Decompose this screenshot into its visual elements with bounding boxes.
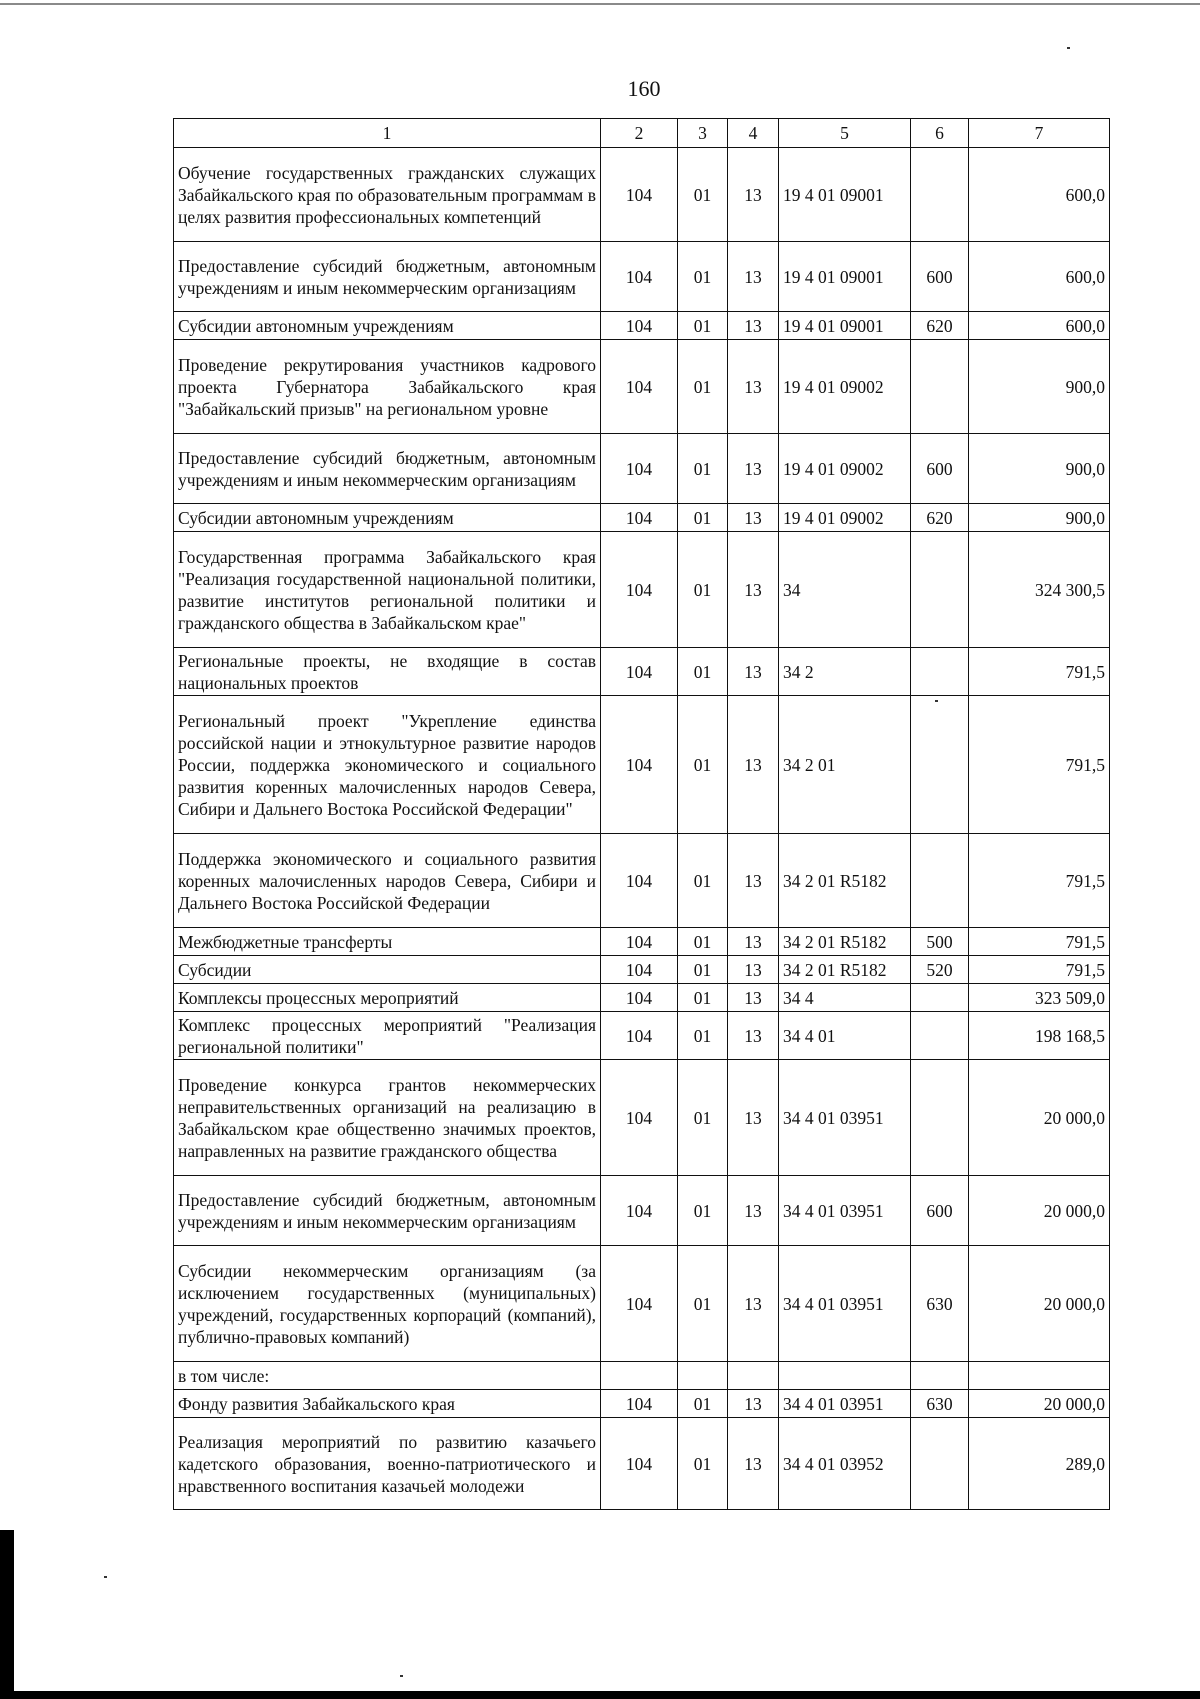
row-expense-type-cell: 500 [911,928,969,956]
row-group-cell: 13 [728,242,779,312]
row-section-cell [601,1362,678,1390]
row-amount-cell: 600,0 [969,148,1110,242]
row-section-cell: 104 [601,340,678,434]
row-subsection-cell [678,1362,728,1390]
row-section-cell: 104 [601,834,678,928]
row-name-cell: Региональные проекты, не входящие в состав национальных проектов [174,648,601,696]
row-subsection-cell: 01 [678,504,728,532]
col-header-4: 4 [728,119,779,148]
table-row [174,434,1110,504]
table-body [174,148,1110,1510]
row-subsection-cell: 01 [678,242,728,312]
row-target-code-cell: 34 2 01 R5182 [779,834,911,928]
row-subsection-cell: 01 [678,148,728,242]
row-section-cell: 104 [601,532,678,648]
row-target-code-cell: 34 4 [779,984,911,1012]
row-amount-cell: 324 300,5 [969,532,1110,648]
table-row [174,1418,1110,1510]
row-expense-type-cell: 600 [911,434,969,504]
row-target-code-cell: 19 4 01 09001 [779,312,911,340]
table-row [174,242,1110,312]
row-name-cell: Субсидии [174,956,601,984]
row-target-code-cell: 34 2 01 [779,696,911,834]
row-group-cell: 13 [728,1012,779,1060]
row-subsection-cell: 01 [678,312,728,340]
table-row [174,1362,1110,1390]
row-group-cell: 13 [728,1176,779,1246]
row-group-cell: 13 [728,340,779,434]
row-section-cell: 104 [601,312,678,340]
row-section-cell: 104 [601,1012,678,1060]
col-header-3: 3 [678,119,728,148]
row-group-cell: 13 [728,984,779,1012]
row-section-cell: 104 [601,1390,678,1418]
scan-speck [104,1576,107,1578]
row-amount-cell: 289,0 [969,1418,1110,1510]
row-subsection-cell: 01 [678,984,728,1012]
row-name-cell: Обучение государственных гражданских служащих Забайкальского края по образовательным программам в целях развития профессиональных компетенций [174,148,601,242]
row-subsection-cell: 01 [678,340,728,434]
row-section-cell: 104 [601,984,678,1012]
col-header-2: 2 [601,119,678,148]
row-group-cell: 13 [728,1060,779,1176]
row-amount-cell: 20 000,0 [969,1246,1110,1362]
scan-speck [1067,47,1070,49]
row-group-cell: 13 [728,504,779,532]
budget-table [173,118,1110,1510]
row-section-cell: 104 [601,148,678,242]
table-row [174,1176,1110,1246]
row-section-cell: 104 [601,1418,678,1510]
row-subsection-cell: 01 [678,834,728,928]
table-row [174,834,1110,928]
row-expense-type-cell [911,1060,969,1176]
row-amount-cell: 791,5 [969,696,1110,834]
row-subsection-cell: 01 [678,1418,728,1510]
row-expense-type-cell [911,148,969,242]
col-header-6: 6 [911,119,969,148]
row-expense-type-cell [911,984,969,1012]
row-amount-cell: 900,0 [969,434,1110,504]
row-group-cell: 13 [728,312,779,340]
row-name-cell: Реализация мероприятий по развитию казачьего кадетского образования, военно-патриотического и нравственного воспитания казачьей молодежи [174,1418,601,1510]
row-amount-cell: 791,5 [969,956,1110,984]
row-target-code-cell: 34 4 01 03951 [779,1060,911,1176]
row-section-cell: 104 [601,434,678,504]
row-group-cell: 13 [728,696,779,834]
row-section-cell: 104 [601,696,678,834]
row-amount-cell: 791,5 [969,834,1110,928]
col-header-1: 1 [174,119,601,148]
row-expense-type-cell: 600 [911,242,969,312]
table-row [174,340,1110,434]
row-amount-cell: 323 509,0 [969,984,1110,1012]
table-row [174,312,1110,340]
row-group-cell: 13 [728,956,779,984]
row-target-code-cell: 34 4 01 03952 [779,1418,911,1510]
row-amount-cell: 600,0 [969,312,1110,340]
scan-speck [935,700,938,702]
row-name-cell: Предоставление субсидий бюджетным, автономным учреждениям и иным некоммерческим организациям [174,242,601,312]
row-target-code-cell: 34 2 01 R5182 [779,928,911,956]
scan-top-line [0,3,1200,5]
table-row [174,696,1110,834]
row-amount-cell: 198 168,5 [969,1012,1110,1060]
table-row [174,1246,1110,1362]
row-section-cell: 104 [601,242,678,312]
row-amount-cell [969,1362,1110,1390]
row-target-code-cell: 34 4 01 03951 [779,1246,911,1362]
row-group-cell: 13 [728,928,779,956]
row-target-code-cell: 19 4 01 09002 [779,434,911,504]
row-target-code-cell: 34 2 01 R5182 [779,956,911,984]
table-row [174,956,1110,984]
row-section-cell: 104 [601,1060,678,1176]
row-target-code-cell: 19 4 01 09002 [779,340,911,434]
row-subsection-cell: 01 [678,1176,728,1246]
table-row [174,1390,1110,1418]
row-subsection-cell: 01 [678,928,728,956]
row-amount-cell: 20 000,0 [969,1390,1110,1418]
row-expense-type-cell: 600 [911,1176,969,1246]
row-expense-type-cell [911,648,969,696]
row-subsection-cell: 01 [678,648,728,696]
col-header-7: 7 [969,119,1110,148]
scan-left-edge [0,1530,14,1699]
row-target-code-cell: 19 4 01 09002 [779,504,911,532]
row-subsection-cell: 01 [678,434,728,504]
row-group-cell: 13 [728,1246,779,1362]
row-name-cell: Субсидии автономным учреждениям [174,504,601,532]
row-expense-type-cell [911,1418,969,1510]
row-name-cell: Субсидии некоммерческим организациям (за исключением государственных (муниципальных) учреждений, государственных корпораций (компаний), публично-правовых компаний) [174,1246,601,1362]
row-expense-type-cell [911,340,969,434]
row-group-cell: 13 [728,648,779,696]
row-section-cell: 104 [601,648,678,696]
row-group-cell: 13 [728,1390,779,1418]
row-expense-type-cell: 620 [911,312,969,340]
row-section-cell: 104 [601,928,678,956]
row-name-cell: Проведение рекрутирования участников кадрового проекта Губернатора Забайкальского края "Забайкальский призыв" на региональном уровне [174,340,601,434]
row-section-cell: 104 [601,504,678,532]
row-name-cell: Предоставление субсидий бюджетным, автономным учреждениям и иным некоммерческим организациям [174,434,601,504]
row-target-code-cell: 34 2 [779,648,911,696]
table-row [174,1060,1110,1176]
row-name-cell: Субсидии автономным учреждениям [174,312,601,340]
row-name-cell: Проведение конкурса грантов некоммерческих неправительственных организаций на реализацию в Забайкальском крае общественно значимых проектов, направленных на развитие гражданского общества [174,1060,601,1176]
row-name-cell: Региональный проект "Укрепление единства российской нации и этнокультурное развитие народов России, поддержка экономического и социального развития коренных малочисленных народов Севера, Сибири и Дальнего Востока Российской Федерации" [174,696,601,834]
table-row [174,984,1110,1012]
table-row [174,532,1110,648]
row-group-cell: 13 [728,834,779,928]
row-name-cell: Государственная программа Забайкальского края "Реализация государственной национальной политики, развитие институтов региональной политики и гражданского общества в Забайкальском крае" [174,532,601,648]
row-amount-cell: 20 000,0 [969,1060,1110,1176]
row-name-cell: Комплекс процессных мероприятий "Реализация региональной политики" [174,1012,601,1060]
row-name-cell: Предоставление субсидий бюджетным, автономным учреждениям и иным некоммерческим организациям [174,1176,601,1246]
table-row [174,648,1110,696]
table-row [174,504,1110,532]
row-subsection-cell: 01 [678,696,728,834]
row-group-cell: 13 [728,148,779,242]
row-amount-cell: 791,5 [969,648,1110,696]
row-group-cell: 13 [728,1418,779,1510]
row-subsection-cell: 01 [678,1060,728,1176]
table-header-row [174,119,1110,148]
row-name-cell: Поддержка экономического и социального развития коренных малочисленных народов Севера, Сибири и Дальнего Востока Российской Федерации [174,834,601,928]
scan-bottom-edge [0,1691,1200,1699]
row-expense-type-cell: 630 [911,1390,969,1418]
row-name-cell: Комплексы процессных мероприятий [174,984,601,1012]
row-target-code-cell: 34 4 01 [779,1012,911,1060]
row-expense-type-cell: 620 [911,504,969,532]
row-target-code-cell: 19 4 01 09001 [779,148,911,242]
row-expense-type-cell: 630 [911,1246,969,1362]
row-subsection-cell: 01 [678,1012,728,1060]
row-section-cell: 104 [601,1176,678,1246]
row-target-code-cell: 34 4 01 03951 [779,1176,911,1246]
row-target-code-cell: 34 4 01 03951 [779,1390,911,1418]
table-row [174,1012,1110,1060]
col-header-5: 5 [779,119,911,148]
row-subsection-cell: 01 [678,956,728,984]
row-target-code-cell [779,1362,911,1390]
row-subsection-cell: 01 [678,1246,728,1362]
row-expense-type-cell: 520 [911,956,969,984]
row-target-code-cell: 19 4 01 09001 [779,242,911,312]
row-amount-cell: 20 000,0 [969,1176,1110,1246]
row-subsection-cell: 01 [678,532,728,648]
row-section-cell: 104 [601,956,678,984]
row-expense-type-cell [911,834,969,928]
page-number: 160 [627,76,661,101]
row-subsection-cell: 01 [678,1390,728,1418]
row-expense-type-cell [911,1012,969,1060]
scan-speck [400,1675,403,1677]
row-section-cell: 104 [601,1246,678,1362]
row-group-cell: 13 [728,532,779,648]
row-name-cell: Межбюджетные трансферты [174,928,601,956]
row-expense-type-cell [911,1362,969,1390]
row-amount-cell: 900,0 [969,340,1110,434]
row-name-cell: Фонду развития Забайкальского края [174,1390,601,1418]
row-expense-type-cell [911,696,969,834]
row-amount-cell: 600,0 [969,242,1110,312]
row-target-code-cell: 34 [779,532,911,648]
row-group-cell [728,1362,779,1390]
table-row [174,148,1110,242]
row-amount-cell: 900,0 [969,504,1110,532]
row-group-cell: 13 [728,434,779,504]
row-name-cell: в том числе: [174,1362,601,1390]
table-row [174,928,1110,956]
row-amount-cell: 791,5 [969,928,1110,956]
row-expense-type-cell [911,532,969,648]
